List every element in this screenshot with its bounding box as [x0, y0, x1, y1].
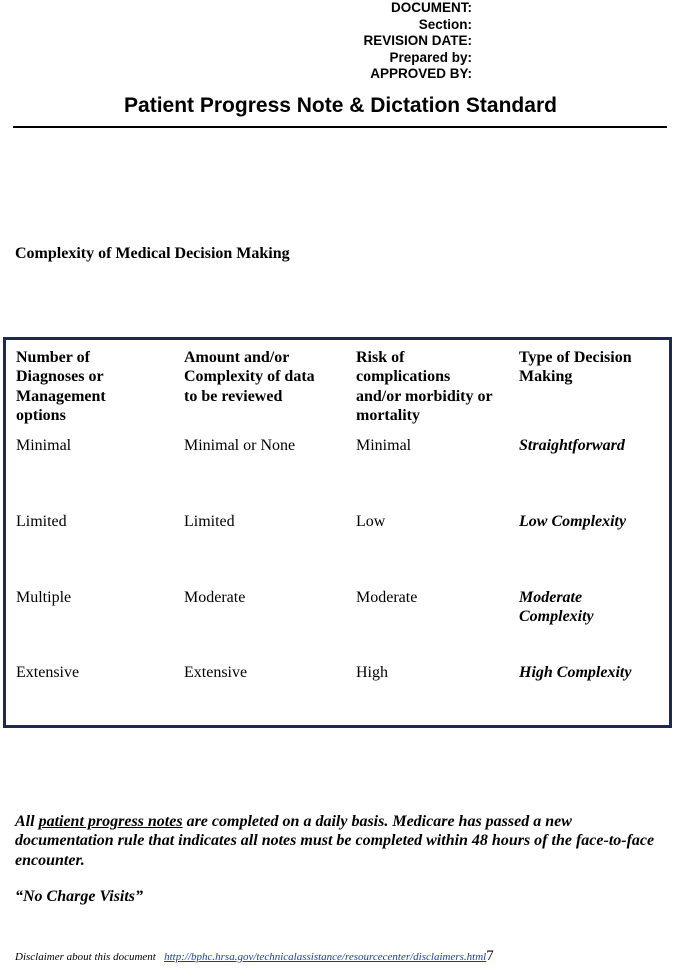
approved-by-label: APPROVED BY:: [370, 66, 472, 81]
disclaimer-link[interactable]: http://bphc.hrsa.gov/technicalassistance/resourcecenter/disclaimers.html: [164, 951, 487, 963]
table-cell: Limited: [16, 513, 67, 530]
table-cell: High: [356, 664, 388, 681]
decision-type-cell: High Complexity: [519, 664, 632, 681]
document-header: [363, 0, 472, 83]
header-cell-diagnoses: Number of Diagnoses or Management options: [16, 349, 106, 424]
footer: [15, 948, 494, 965]
table-cell: Minimal: [356, 437, 412, 454]
decision-type-cell: Moderate Complexity: [519, 589, 594, 626]
table-cell: Minimal or None: [184, 437, 296, 454]
header-cell-data-complexity: Amount and/or Complexity of data to be reviewed: [184, 349, 315, 405]
section-label: Section:: [418, 16, 472, 32]
table-cell: Minimal: [16, 437, 72, 454]
revision-date-label: REVISION DATE:: [363, 33, 472, 48]
decision-type-cell: Straightforward: [519, 437, 625, 454]
section-heading: Complexity of Medical Decision Making: [15, 245, 290, 262]
no-charge-visits-heading: “No Charge Visits”: [15, 888, 144, 905]
table-cell: Extensive: [184, 664, 248, 681]
disclaimer-text: Disclaimer about this document: [15, 951, 156, 963]
decision-type-cell: Low Complexity: [519, 513, 627, 530]
title-divider: [13, 126, 667, 128]
table-cell: Extensive: [16, 664, 80, 681]
table-cell: Multiple: [16, 589, 72, 606]
progress-notes-term: patient progress notes: [38, 813, 183, 830]
document-label: DOCUMENT:: [391, 0, 472, 15]
progress-note-paragraph: All patient progress notes are completed on a daily basis. Medicare has passed a new documentation rule that indicates all notes must be completed within 48 hours of the face-to-face encounter.: [15, 813, 655, 869]
page-number: 7: [486, 948, 494, 964]
decision-making-table: [3, 337, 672, 728]
header-cell-decision-type: Type of Decision Making: [519, 349, 632, 386]
page-title: Patient Progress Note & Dictation Standard: [124, 94, 557, 117]
header-cell-risk: Risk of complications and/or morbidity or mortality: [356, 349, 493, 424]
table-cell: Low: [356, 513, 386, 530]
table-cell: Moderate: [356, 589, 418, 606]
table-cell: Moderate: [184, 589, 246, 606]
prepared-by-label: Prepared by:: [389, 49, 472, 65]
table-cell: Limited: [184, 513, 235, 530]
